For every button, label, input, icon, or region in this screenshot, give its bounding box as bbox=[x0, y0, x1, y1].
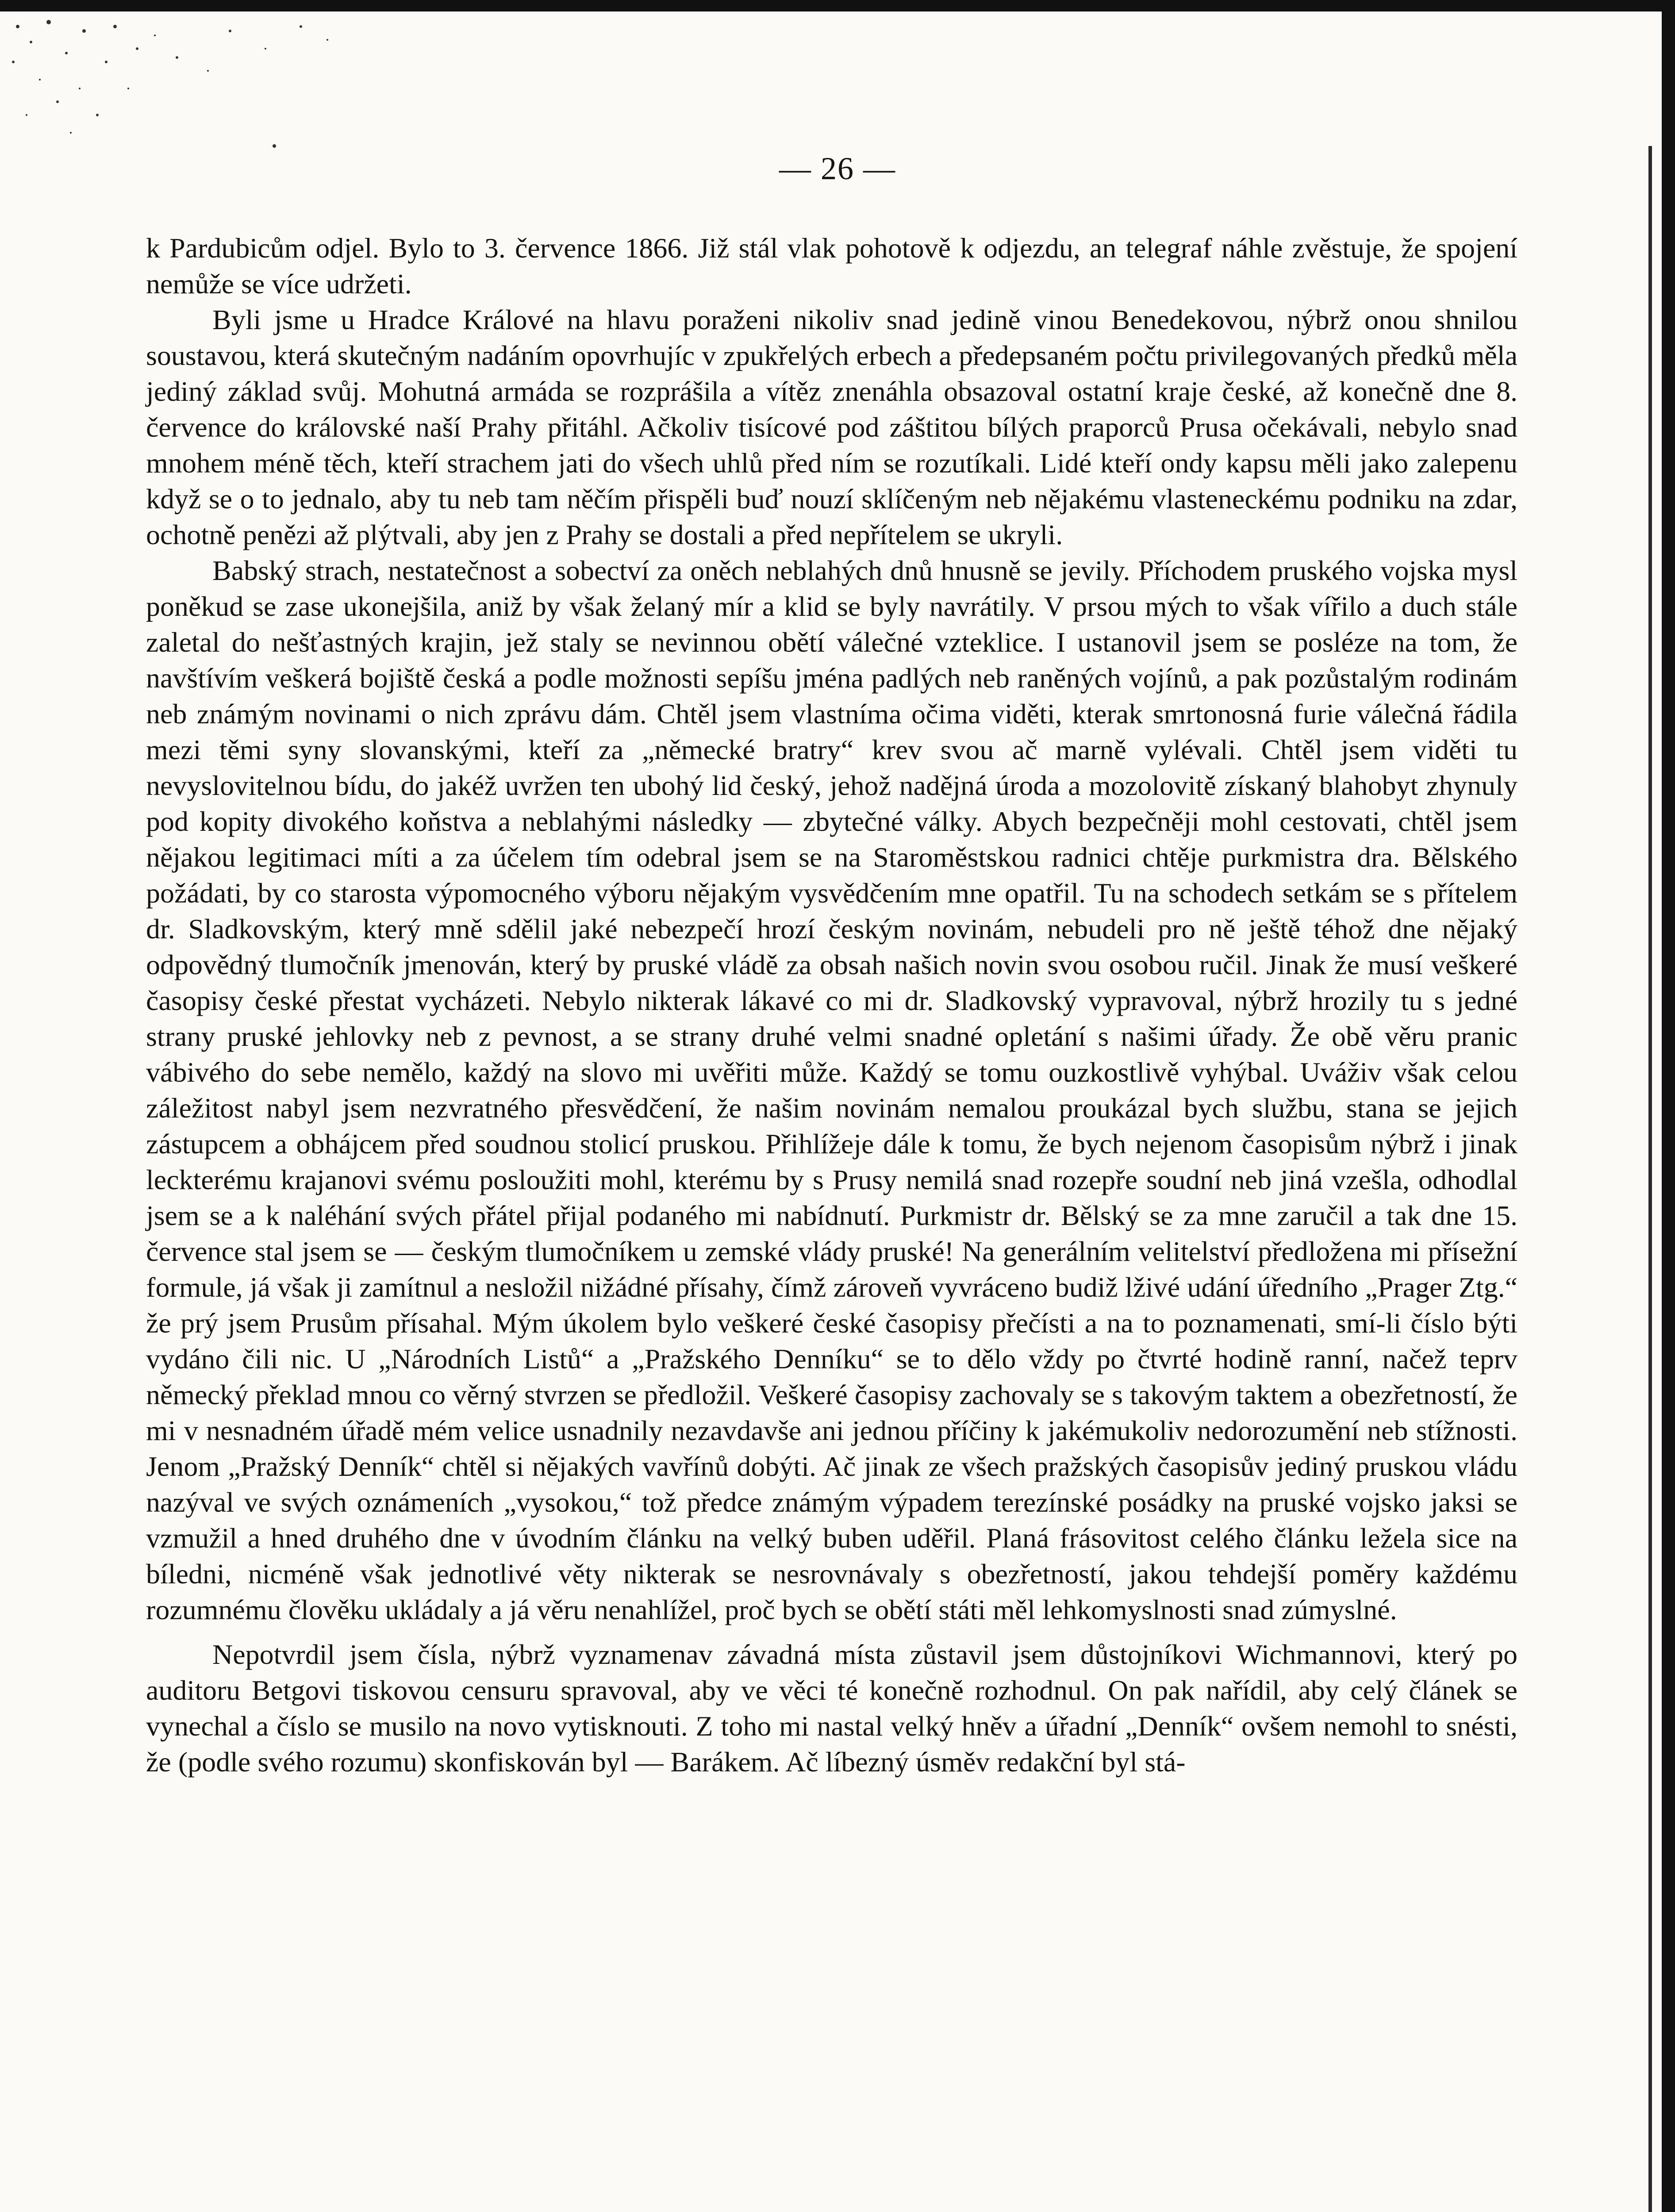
paragraph: Nepotvrdil jsem čísla, nýbrž vyznamenav závadná místa zůstavil jsem důstojníkovi Wichmannovi, který po auditoru Betgovi tiskovou censuru spravoval, aby ve věci té konečně rozhodnul. On pak nařídil, aby celý článek se vynechal a číslo se musilo na novo vytisknouti. Z toho mi nastal velký hněv a úřadní „Denník“ ovšem nemohl to snésti, že (podle svého rozumu) skonfiskován byl — Barákem. Ač líbezný úsměv redakční byl stá- bbox=[146, 1639, 1517, 1778]
paragraph: k Pardubicům odjel. Bylo to 3. července 1866. Již stál vlak pohotově k odjezdu, an telegraf náhle zvěstuje, že spojení nemůže se více udržeti. bbox=[146, 232, 1517, 300]
page-edge-shadow bbox=[1648, 146, 1652, 2212]
body-text bbox=[146, 230, 1517, 1780]
scan-border-right bbox=[1662, 0, 1675, 2212]
paragraph: Babský strach, nestatečnost a sobectví za oněch neblahých dnů hnusně se jevily. Příchodem pruského vojska mysl poněkud se zase ukonejšila, aniž by však želaný mír a klid se byly navrátily. V prsou mých to však vířilo a duch stále zaletal do nešťastných krajin, jež staly se nevinnou obětí válečné vzteklice. I ustanovil jsem se posléze na tom, že navštívím veškerá bojiště česká a podle možnosti sepíšu jména padlých neb raněných vojínů, a pak pozůstalým rodinám neb známým novinami o nich zprávu dám. Chtěl jsem vlastníma očima viděti, kterak smrtonosná furie válečná řádila mezi těmi syny slovanskými, kteří za „německé bratry“ krev svou ač marně vylévali. Chtěl jsem viděti tu nevyslovitelnou bídu, do jakéž uvržen ten ubohý lid český, jehož nadějná úroda a mozolovitě získaný blahobyt zhynuly pod kopity divokého koňstva a neblahými následky — zbytečné války. Abych bezpečněji mohl cestovati, chtěl jsem nějakou legitimaci míti a za účelem tím odebral jsem se na Staroměstskou radnici chtěje purkmistra dra. Bělského požádati, by co starosta výpomocného výboru nějakým vysvědčením mne opatřil. Tu na schodech setkám se s přítelem dr. Sladkovským, který mně sdělil jaké nebezpečí hrozí českým novinám, nebudeli pro ně ještě téhož dne nějaký odpovědný tlumočník jmenován, který by pruské vládě za obsah našich novin svou osobou ručil. Jinak že musí veškeré časopisy české přestat vycházeti. Nebylo nikterak lákavé co mi dr. Sladkovský vypravoval, nýbrž hrozily tu s jedné strany pruské jehlovky neb z pevnost, a se strany druhé velmi snadné opletání s našimi úřady. Že obě věru pranic vábivého do sebe nemělo, každý na slovo mi uvěřiti může. Každý se tomu ouzkostlivě vyhýbal. Uváživ však celou záležitost nabyl jsem nezvratného přesvědčení, že našim novinám nemalou proukázal bych službu, stana se jejich zástupcem a obhájcem před soudnou stolicí pruskou. Přihlížeje dále k tomu, že bych nejenom časopisům nýbrž i jinak leckterému krajanovi svému posloužiti mohl, kterému by s Prusy nemilá snad rozepře soudní neb jiná vzešla, odhodlal jsem se a k naléhání svých přátel přijal podaného mi nabídnutí. Purkmistr dr. Bělský se za mne zaručil a tak dne 15. července stal jsem se — českým tlumočníkem u zemské vlády pruské! Na generálním velitelství předložena mi přísežní formule, já však ji zamítnul a nesložil nižádné přísahy, čímž zároveň vyvráceno budiž lživé udání úředního „Prager Ztg.“ že prý jsem Prusům přísahal. Mým úkolem bylo veškeré české časopisy přečísti a na to poznamenati, smí-li číslo býti vydáno čili nic. U „Národních Listů“ a „Pražského Denníku“ se to dělo vždy po čtvrté hodině ranní, načež teprv německý překlad mnou co věrný stvrzen se předložil. Veškeré časopisy zachovaly se s takovým taktem a obezřetností, že mi v nesnadném úřadě mém velice usnadnily nezavdavše ani jednou příčiny k jakémukoliv nedorozumění neb stížnosti. Jenom „Pražský Denník“ chtěl si nějakých vavřínů dobýti. Ač jinak ze všech pražských časopisův jediný pruskou vládu nazýval ve svých oznámeních „vysokou,“ tož předce známým výpadem terezínské posádky na pruské vojsko jaksi se vzmužil a hned druhého dne v úvodním článku na velký buben uděřil. Planá frásovitost celého článku ležela sice na bíledni, nicméně však jednotlivé věty nikterak se nesrovnávaly s obezřetností, jakou tehdejší poměry každému rozumnému člověku ukládaly a já věru nenahlížel, proč bych se obětí státi měl lehkomyslnosti snad zúmyslné. bbox=[146, 555, 1517, 1625]
paragraph: Byli jsme u Hradce Králové na hlavu poraženi nikoliv snad jedině vinou Benedekovou, nýbrž onou shnilou soustavou, která skutečným nadáním opovrhujíc v zpukřelých erbech a předepsaném počtu privilegovaných předků měla jediný základ svůj. Mohutná armáda se rozprášila a vítěz znenáhla obsazoval ostatní kraje české, až konečně dne 8. července do královské naší Prahy přitáhl. Ačkoliv tisícové pod záštitou bílých praporců Prusa očekávali, nebylo snad mnohem méně těch, kteří strachem jati do všech uhlů před ním se rozutíkali. Lidé kteří ondy kapsu měli jako zalepenu když se o to jednalo, aby tu neb tam něčím přispěli buď nouzí sklíčeným neb nějakému vlasteneckému podniku na zdar, ochotně penězi až plýtvali, aby jen z Prahy se dostali a před nepřítelem se ukryli. bbox=[146, 304, 1517, 550]
page-number: — 26 — bbox=[779, 151, 896, 186]
